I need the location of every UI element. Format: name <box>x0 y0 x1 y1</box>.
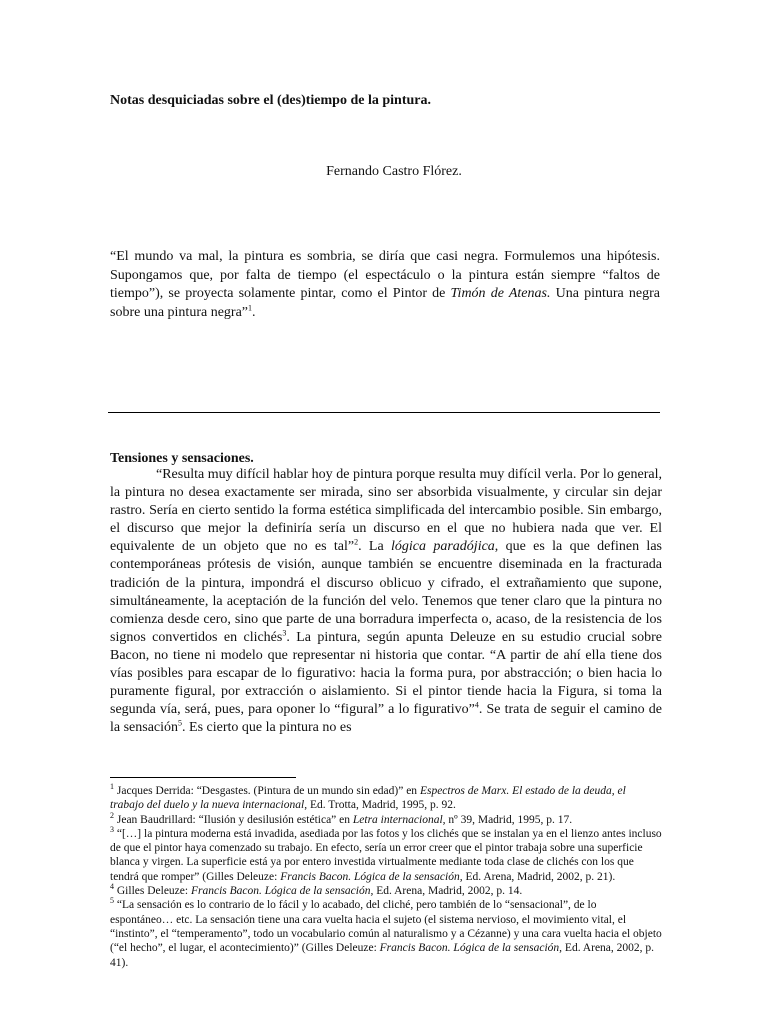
body-text-2: . La <box>358 539 392 555</box>
epigraph-quote <box>110 248 660 322</box>
footnote-1 <box>110 784 662 813</box>
footnote-text: Gilles Deleuze: <box>114 885 191 898</box>
epigraph-text-2: Una pintura negra sobre una pintura negra” <box>110 286 660 320</box>
body-italic-logica: lógica paradójica <box>391 539 495 555</box>
footnote-italic: Francis Bacon. Lógica de la sensación, <box>280 870 463 883</box>
footnote-text: “[…] la pintura moderna está invadida, asediada por las fotos y los clichés que se instalan ya en el lienzo antes incluso de que el pintor haya comenzado su trabajo. En efecto, sería un error creer que el pintor trabaja sobre una superficie blanca y virgen. La superficie está ya por entero investida virtualmente mediante toda clase de clichés con los que tendrá que romper” (Gilles Deleuze: <box>110 827 662 883</box>
section-divider <box>108 412 660 413</box>
footnote-number: 3 <box>110 825 114 835</box>
footnote-ref-5[interactable]: 5 <box>178 718 183 728</box>
body-paragraph <box>110 466 662 737</box>
footnote-ref-2[interactable]: 2 <box>354 537 359 547</box>
epigraph-text: “El mundo va mal, la pintura es sombria, se diría que casi negra. Formulemos una hipótesis. Supongamos que, por falta de tiempo (el espectáculo o la pintura están siempre “faltos de tiempo”), se proyecta solamente pintar, como el Pintor de <box>110 249 660 302</box>
footnote-text: Jacques Derrida: “Desgastes. (Pintura de un mundo sin edad)” en <box>114 785 420 797</box>
footnote-5 <box>110 898 662 969</box>
footnote-tail: nº 39, Madrid, 1995, p. 17. <box>445 813 573 826</box>
epigraph-end: . <box>252 304 256 320</box>
body-text-4: . La pintura, según apunta Deleuze en su estudio crucial sobre Bacon, no tiene ni modelo que representar ni historia que contar. “A partir de ahí ella tiene dos vías posibles para escapar de lo figurativo: hacia la forma pura, por abstracción; o bien hacia lo puramente figural, por extracción o aislamiento. Si el pintor tiende hacia la Figura, si toma la segunda vía, será, pues, para oponer lo “figural” a lo figurativo” <box>110 629 662 718</box>
footnote-2 <box>110 810 662 827</box>
footnote-tail: Ed. Arena, Madrid, 2002, p. 21). <box>462 870 616 883</box>
footnote-ref-1[interactable]: 1 <box>248 303 252 313</box>
section-heading: Tensiones y sensaciones. <box>110 451 254 466</box>
footnote-text: “La sensación es lo contrario de lo fácil y lo acabado, del cliché, pero también de lo “sensacional”, de lo espontáneo… etc. La sensación tiene una cara vuelta hacia el sujeto (el sistema nervioso, el movimiento vital, el “instinto”, el “temperamento”, todo un vocabulario común al naturalismo y a Cézanne) y una cara vuelta hacia el objeto (“el hecho”, el lugar, el acontecimiento)” (Gilles Deleuze: <box>110 899 662 955</box>
footnote-4 <box>110 884 662 898</box>
footnote-ref-4[interactable]: 4 <box>474 700 479 710</box>
footnotes-section <box>110 784 662 970</box>
footnote-italic: Letra internacional, <box>352 813 446 826</box>
footnote-text: Jean Baudrillard: “Ilusión y desilusión estética” en <box>114 813 353 826</box>
footnote-italic: Francis Bacon. Lógica de la sensación, <box>379 942 563 955</box>
footnote-italic: Espectros de Marx. El estado de la deuda, el trabajo del duelo y la nueva internacional <box>110 785 626 812</box>
author-name: Fernando Castro Flórez. <box>326 164 462 179</box>
footnote-number: 2 <box>110 810 114 820</box>
body-text-3: , que es la que definen las contemporáneas prótesis de visión, aunque también se encuentre diseminada en la fracturada tradición de la pintura, impondrá el discurso oblicuo y cifrado, el extrañamiento que supone, simultáneamente, la aceptación de la función del velo. Tenemos que tener claro que la pintura no comienza desde cero, sino que parte de una borradura imperfecta o, acaso, de la resistencia de los signos convertidos en clichés <box>110 539 662 645</box>
footnote-ref-3[interactable]: 3 <box>282 628 287 638</box>
body-text-6: . Es cierto que la pintura no es <box>182 720 352 736</box>
footnote-italic: Francis Bacon. Lógica de la sensación, <box>190 885 374 898</box>
document-title: Notas desquiciadas sobre el (des)tiempo de la pintura. <box>110 93 431 108</box>
footnote-3 <box>110 827 662 884</box>
footnote-tail: Ed. Arena, 2002, p. 41). <box>110 942 655 969</box>
footnote-tail: , Ed. Trotta, Madrid, 1995, p. 92. <box>304 799 456 812</box>
footnote-tail: Ed. Arena, Madrid, 2002, p. 14. <box>373 885 523 898</box>
footnote-number: 5 <box>110 896 114 906</box>
footnote-number: 4 <box>110 882 114 892</box>
epigraph-italic: Timón de Atenas. <box>450 286 551 302</box>
body-text-5: . Se trata de seguir el camino de la sensación <box>110 702 662 736</box>
body-text-1: “Resulta muy difícil hablar hoy de pintura porque resulta muy difícil verla. Por lo general, la pintura no desea exactamente ser mirada, sino ser absorbida visualmente, y circular sin dejar rastro. Sería en cierto sentido la forma estética simplificada del intercambio posible. Sin embargo, el discurso que mejor la definiría sería un discurso en el que no hubiera nada que ver. El equivalente de un objeto que no es tal” <box>110 467 662 555</box>
footnote-separator <box>110 777 296 778</box>
footnote-number: 1 <box>110 782 114 792</box>
